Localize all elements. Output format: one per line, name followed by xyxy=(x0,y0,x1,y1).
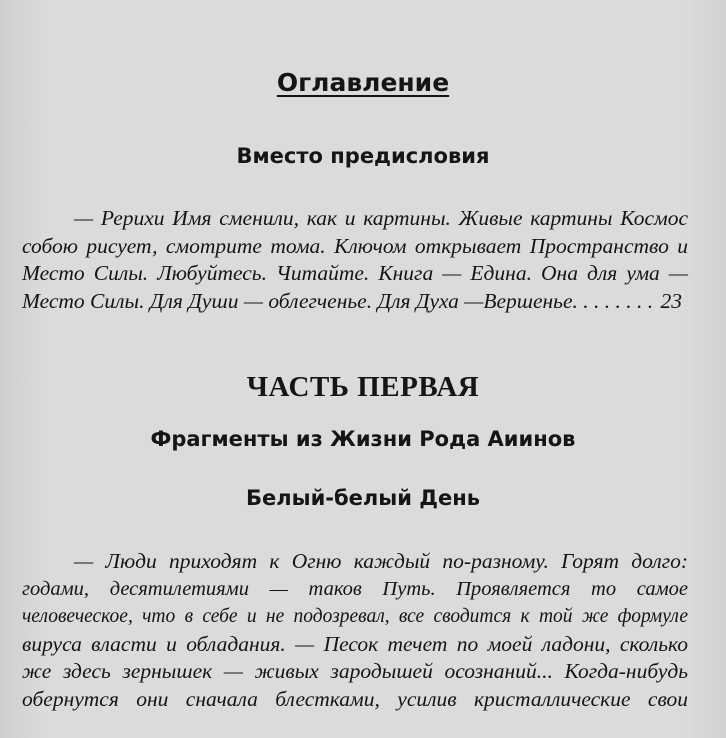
preface-last-line xyxy=(22,288,688,316)
page-number: 23 xyxy=(660,288,683,313)
chapter-heading: Белый-белый День xyxy=(245,486,481,510)
toc-title: Оглавление xyxy=(276,68,450,97)
preface-line: — Рерихи Имя сменили, как и картины. Живые картины Космос xyxy=(74,206,688,230)
chapter-line: обернутся они сначала блестками, усилив кристаллические свои xyxy=(22,686,688,711)
dot-leader: . . . . . . . xyxy=(583,288,654,313)
preface-line: собою рисует, смотрите тома. Ключом открывает Пространство и xyxy=(22,233,688,258)
preface-entry xyxy=(22,205,688,315)
preface-line: Место Силы. Любуйтесь. Читайте. Книга — Едина. Она для ума — xyxy=(22,261,688,285)
preface-line-text: Место Силы. Для Души — облегченье. Для Духа —Вершенье. xyxy=(22,288,578,313)
preface-heading: Вместо предисловия xyxy=(236,144,490,168)
chapter-excerpt xyxy=(22,548,688,713)
part-one-subheading: Фрагменты из Жизни Рода Аиинов xyxy=(150,427,576,451)
chapter-line: годами, десятилетиями — таков Путь. Проявляется то самое xyxy=(22,577,688,600)
chapter-line: вируса власти и обладания. — Песок течет по моей ладони, сколько xyxy=(22,631,688,656)
chapter-line: — Люди приходят к Огню каждый по-разному. Горят долго: xyxy=(74,549,688,573)
chapter-line: человеческое, что в себе и не подозревал, все сводится к той же формуле xyxy=(22,606,688,627)
part-one-heading: ЧАСТЬ ПЕРВАЯ xyxy=(246,371,480,403)
chapter-line: же здесь зернышек — живых зародышей осознаний... Когда-нибудь xyxy=(22,659,688,683)
